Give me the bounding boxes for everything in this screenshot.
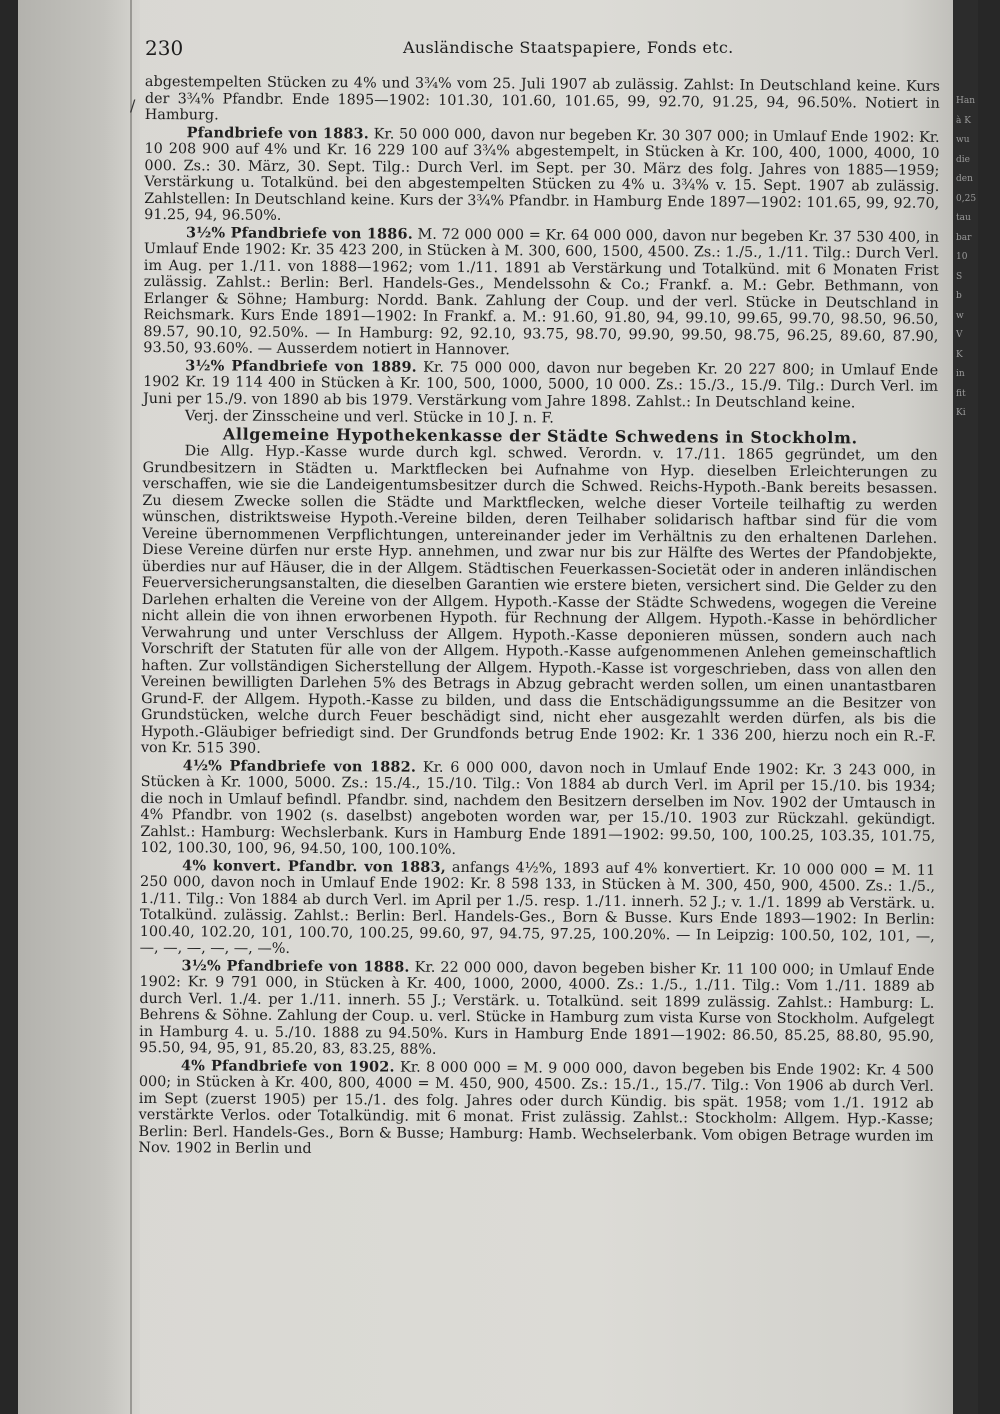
- edge-fragment: à K: [956, 115, 971, 126]
- entry-title: 4% konvert. Pfandbr. von 1883,: [182, 856, 447, 876]
- edge-fragment: den: [956, 174, 973, 184]
- entry-title: 3½% Pfandbriefe von 1889.: [185, 356, 417, 376]
- edge-fragment: V: [956, 330, 963, 340]
- edge-fragment: b: [956, 291, 962, 301]
- edge-fragment: S: [956, 271, 963, 282]
- adjacent-page-text: [956, 92, 978, 424]
- entry-text: Kr. 6 000 000, davon noch in Umlauf Ende 1902: Kr. 3 243 000, in Stücken à Kr. 1000, 5000. Zs.: 15./4., 15./10. Tilg.: Von 1884 ab durch Verl. im April per 15./10. bis 1934; die noch in Umlauf befindl. Pfandbr. sind, nachdem den Besitzern derselben im Nov. 1902 der Umtausch in 4% Pfandbr. von 1902 (s. daselbst) angeboten worden war, per 15./10. 1903 zur Rückzahl. gekündigt. Zahlst.: Hamburg: Wechslerbank. Kurs in Hamburg Ende 1891—1902: 99.50, 100, 100.25, 103.35, 101.75, 102, 100.30, 100, 96, 94.50, 100, 100.10%.: [140, 759, 936, 858]
- page-number: 230: [145, 36, 184, 60]
- edge-fragment: in: [956, 369, 965, 379]
- pencil-mark: /: [130, 96, 136, 115]
- paragraph-limitation: Verj. der Zinsscheine und verl. Stücke in 10 J. n. F.: [184, 408, 554, 427]
- edge-fragment: wu: [956, 135, 970, 145]
- edge-fragment: tau: [956, 213, 971, 223]
- gutter-edge: [130, 0, 132, 1414]
- entry-text: Kr. 75 000 000, davon nur begeben Kr. 20 227 800; in Umlauf Ende 1902 Kr. 19 114 400 in Stücken à Kr. 100, 500, 1000, 5000, 10 000. Zs.: 15./3., 15./9. Tilg.: Durch Verl. im Juni per 15./9. von 1890 ab bis 1979. Verstärkung vom Jahre 1898. Zahlst.: In Deutschland keine.: [142, 359, 939, 411]
- scanned-page: [18, 0, 978, 1414]
- entry-title: 3½% Pfandbriefe von 1888.: [181, 956, 410, 976]
- paragraph-pfandbriefe-1902: [138, 1057, 934, 1161]
- paragraph-pfandbriefe-1882: [140, 757, 936, 861]
- paragraph-intro: abgestempelten Stücken zu 4% und 3¾% vom 25. Juli 1907 ab zulässig. Zahlst: In Deutschland keine. Kurs der 3¾% Pfandbr. Ende 1895—1902: 101.30, 101.60, 101.65, 99, 92.70, 91.25, 94, 96.50%. Notiert in Hamburg.: [144, 74, 940, 124]
- entry-text: M. 72 000 000 = Kr. 64 000 000, davon nur begeben Kr. 37 530 400, in Umlauf Ende 1902: Kr. 35 423 200, in Stücken à M. 300, 600, 1500, 4500. Zs.: 1./5., 1./11. Tilg.: Durch Verl. im Aug. per 1./11. von 1888—1962; vom 1./11. 1891 ab Verstärkung und Totalkünd. mit 6 Monaten Frist zulässig. Zahlst.: Berlin: Berl. Handels-Ges., Mendelssohn & Co.; Frankf. a. M.: Gebr. Bethmann, von Erlanger & Söhne; Hamburg: Nordd. Bank. Zahlung der Coup. und der verl. Stücke in Deutschland in Reichsmark. Kurs Ende 1891—1902: In Frankf. a. M.: 91.60, 91.80, 94, 99.10, 99.65, 99.70, 98.50, 96.50, 89.57, 90.10, 92.50%. — In Hamburg: 92, 92.10, 93.75, 98.70, 99.90, 99.50, 98.75, 96.25, 89.60, 87.90, 93.50, 93.60%. — Ausserdem notiert in Hannover.: [143, 226, 940, 359]
- entry-title: 4% Pfandbriefe von 1902.: [180, 1056, 395, 1076]
- binding-gutter: [18, 0, 140, 1414]
- entry-text: Kr. 22 000 000, davon begeben bisher Kr. 11 100 000; in Umlauf Ende 1902: Kr. 9 791 000, in Stücken à Kr. 400, 1000, 2000, 4000. Zs.: 1./5., 1./11. Tilg.: Vom 1./11. 1889 ab durch Verl. 1./4. per 1./11. innerh. 55 J.; Verstärk. u. Totalkünd. seit 1899 zulässig. Zahlst.: Hamburg: L. Behrens & Söhne. Zahlung der Coup. u. verl. Stücke in Hamburg zum vista Kurse von Stockholm. Aufgelegt in Hamburg 4. u. 5./10. 1888 zu 94.50%. Kurs in Hamburg Ende 1891—1902: 86.50, 85.25, 88.80, 95.90, 95.50, 94, 95, 91, 85.20, 83, 83.25, 88%.: [139, 959, 935, 1058]
- edge-fragment: 0,25: [956, 193, 977, 204]
- entry-title: Pfandbriefe von 1883.: [186, 123, 370, 142]
- paragraph-description: Die Allg. Hyp.-Kasse wurde durch kgl. schwed. Verordn. v. 17./11. 1865 gegründet, um den Grundbesitzern in Städten u. Marktflecken bei Aufnahme von Hyp. dieselben Erleichterungen zu verschaffen, wie sie die Landeigentumsbesitzer durch die Schwed. Reichs-Hypoth.-Bank bereits besassen. Zu diesem Zwecke sollen die Städte und Marktflecken, welche dieser Vorteile teilhaftig zu werden wünschen, distriktsweise Hypoth.-Vereine bilden, deren Teilhaber solidarisch haftbar sind für die vom Vereine übernommenen Verpflichtungen, untereinander jeder im Verhältnis zu den erhaltenen Darlehen. Diese Vereine dürfen nur erste Hyp. annehmen, und zwar nur bis zur Hälfte des Wertes der Pfandobjekte, überdies nur auf Häuser, die in der Allgem. Städtischen Feuerkassen-Societät oder in anderen inländischen Feuerversicherungsanstalten, die dieselben Garantien wie erstere bieten, versichert sind. Die Gelder zu den Darlehen erhalten die Vereine von der Allgem. Hypoth.-Kasse der Städte Schwedens, wogegen die Vereine nicht allein die von ihnen erworbenen Hypoth. für Rechnung der Allgem. Hypoth.-Kasse in behördlicher Verwahrung und unter Verschluss der Allgem. Hypoth.-Kasse deponieren müssen, sondern auch nach Vorschrift der Statuten für alle von der Allgem. Hypoth.-Kasse aufgenommenen Anlehen gemeinschaftlich haften. Zur vollständigen Sicherstellung der Allgem. Hypoth.-Kasse ist vorgeschrieben, dass von allen den Vereinen bewilligten Darlehen 5% des Betrags in Abzug gebracht werden sollen, um einen unantastbaren Grund-F. der Allgem. Hypoth.-Kasse zu bilden, und dass die Entschädigungssumme an die Besitzer von Grundstücken, welche durch Feuer beschädigt sind, nicht eher ausgezahlt werden dürfen, als bis die Hypoth.-Gläubiger befriedigt sind. Der Grundfonds betrug Ende 1902: Kr. 1 336 200, hierzu noch ein R.-F. von Kr. 515 390.: [140, 443, 938, 757]
- entry-text: anfangs 4½%, 1893 auf 4% konvertiert. Kr. 10 000 000 = M. 11 250 000, davon noch in Umlauf Ende 1902: Kr. 8 598 133, in Stücken à M. 300, 450, 900, 4500. Zs.: 1./5., 1./11. Tilg.: Von 1884 ab durch Verl. im April per 1./5. resp. 1./11. innerh. 52 J.; v. 1./1. 1899 ab Verstärk. u. Totalkünd. zulässig. Zahlst.: Berlin: Berl. Handels-Ges., Born & Busse. Kurs Ende 1893—1902: In Berlin: 100.40, 102.20, 101, 100.70, 100.25, 99.60, 97, 94.75, 97.25, 100.20%. — In Leipzig: 100.50, 102, 101, —, —, —, —, —, —, —%.: [139, 859, 936, 957]
- entry-title: 3½% Pfandbriefe von 1886.: [185, 223, 413, 243]
- edge-fragment: Han: [956, 96, 976, 106]
- edge-fragment: K: [956, 349, 963, 360]
- paragraph-pfandbriefe-1886: [143, 224, 939, 361]
- entry-text: Kr. 8 000 000 = M. 9 000 000, davon begeben bis Ende 1902: Kr. 4 500 000; in Stücken à Kr. 400, 800, 4000 = M. 450, 900, 4500. Zs.: 15./1., 15./7. Tilg.: Von 1906 ab durch Verl. im Sept (zuerst 1905) per 15./1. des folg. Jahres oder durch Kündig. bis spät. 1958; vom 1./1. 1912 ab verstärkte Verlos. oder Totalkündig. mit 6 monat. Frist zulässig. Zahlst.: Stockholm: Allgem. Hyp.-Kasse; Berlin: Berl. Handels-Ges., Born & Busse; Hamburg: Hamb. Wechselerbank. Vom obigen Betrage wurden im Nov. 1902 in Berlin und: [138, 1059, 934, 1158]
- edge-fragment: w: [956, 310, 964, 321]
- paragraph-pfandbriefe-1888: [139, 957, 935, 1061]
- paragraph-konvert-1883: [140, 857, 936, 961]
- entry-title: 4½% Pfandbriefe von 1882.: [182, 756, 417, 776]
- paragraph-pfandbriefe-1889: [143, 357, 938, 411]
- edge-fragment: Ki: [956, 408, 966, 418]
- page-body: [138, 74, 940, 1161]
- edge-fragment: fit: [956, 388, 966, 399]
- page-header: [145, 36, 945, 58]
- entry-text: Kr. 50 000 000, davon nur begeben Kr. 30 307 000; in Umlauf Ende 1902: Kr. 10 208 900 auf 4% und Kr. 16 229 100 auf 3¾% abgestempelt, in Stücken à Kr. 100, 400, 1000, 4000, 10 000. Zs.: 30. März, 30. Sept. Tilg.: Durch Verl. im Sept. per 30. März des folg. Jahres von 1885—1959; Verstärkung u. Totalkünd. bei den abgestempelten Stücken zu 4% u. 3¾% v. 15. Sept. 1907 ab zulässig. Zahlstellen: In Deutschland keine. Kurs der 3¾% Pfandbr. in Hamburg Ende 1897—1902: 101.65, 99, 92.70, 91.25, 94, 96.50%.: [144, 125, 940, 224]
- edge-fragment: 10: [956, 252, 968, 262]
- edge-fragment: bar: [956, 232, 972, 243]
- running-title: Ausländische Staatspapiere, Fonds etc.: [403, 38, 734, 57]
- paragraph-pfandbriefe-1883: [144, 124, 940, 228]
- edge-fragment: die: [956, 154, 970, 165]
- section-heading: Allgemeine Hypothekenkasse der Städte Schwedens in Stockholm.: [222, 423, 858, 447]
